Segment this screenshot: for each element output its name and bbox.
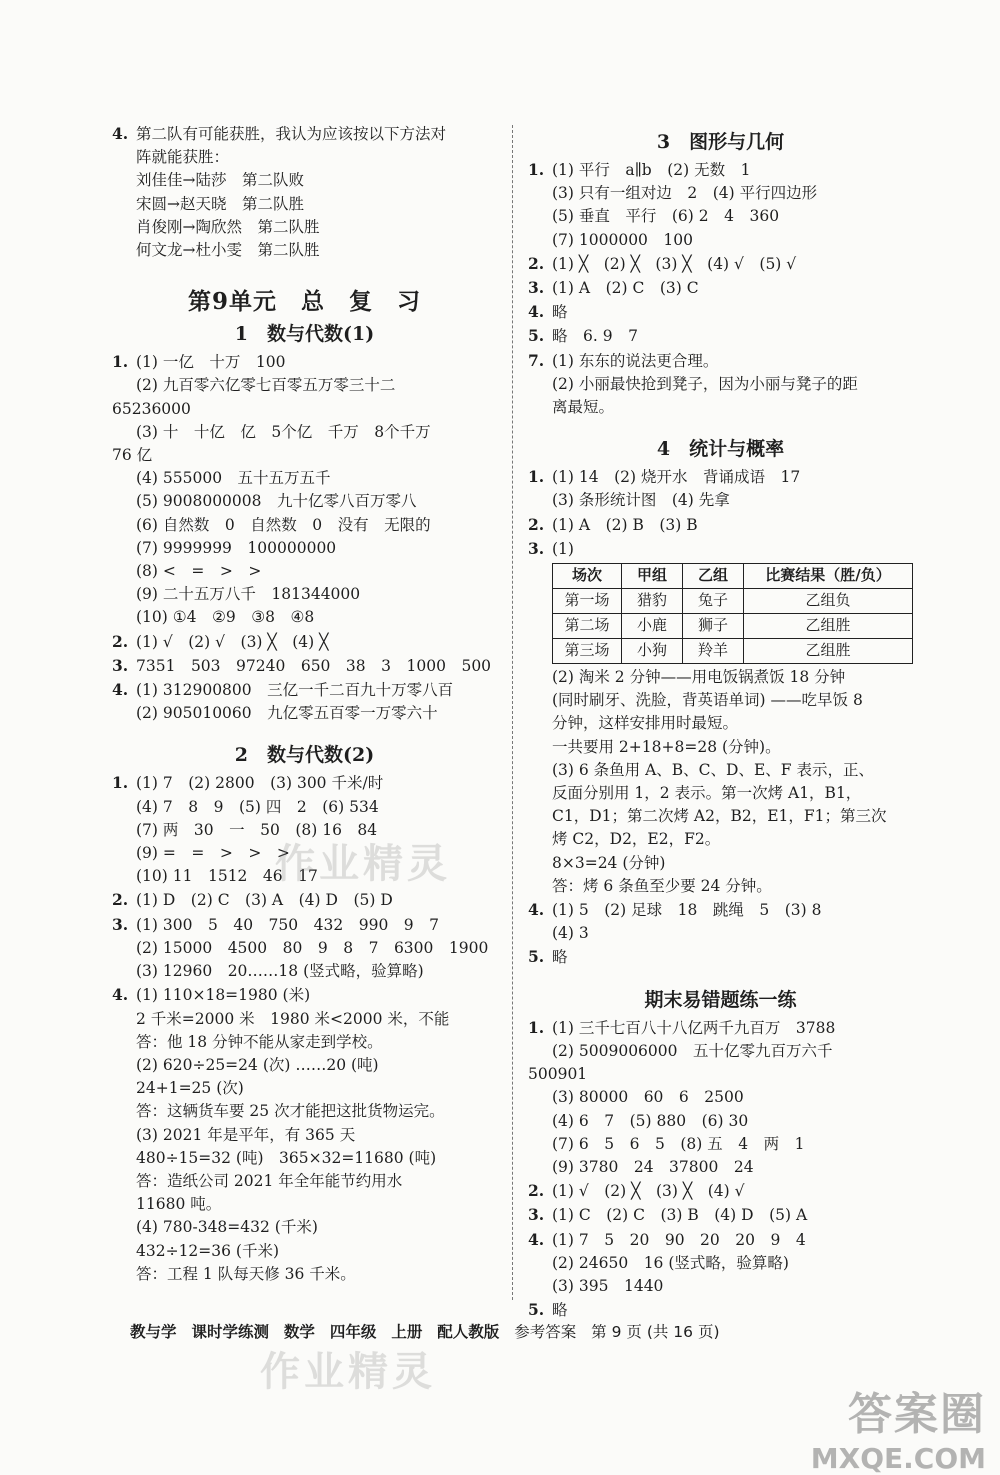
footer-grade: 四年级 — [329, 1323, 377, 1341]
question-number: 1. — [528, 1017, 545, 1037]
answer-line — [528, 373, 913, 396]
answer-line — [112, 444, 497, 467]
unit-title: 第9单元 总 复 习 — [187, 288, 421, 316]
question-number: 1. — [528, 160, 545, 179]
answer-line — [528, 1133, 913, 1156]
table-cell: 猎豹 — [622, 589, 683, 614]
watermark-bottom: 作业精灵 — [260, 1349, 436, 1395]
table-cell: 小狗 — [622, 639, 683, 664]
answer-text: (7) 6 5 6 5 (8) 五 4 两 1 — [552, 1134, 805, 1153]
answer-line — [112, 654, 497, 678]
answer-text: (7) 9999999 100000000 — [136, 538, 337, 557]
answer-line — [112, 702, 497, 725]
table-cell: 狮子 — [683, 614, 744, 639]
answer-line — [528, 666, 913, 689]
answer-text: 答：造纸公司 2021 年全年能节约用水 — [136, 1171, 403, 1190]
watermark-mid: 作业精灵 — [275, 841, 451, 887]
site-watermark-cn: 答案圈 — [848, 1389, 986, 1440]
answer-line — [528, 875, 913, 898]
answer-text: (4) 3 — [552, 924, 589, 943]
answer-line — [112, 606, 497, 629]
answer-text: (1) 312900800 三亿一千二百九十万零八百 — [136, 681, 454, 700]
answer-text: (3) 十 十亿 亿 5个亿 千万 8个千万 — [136, 422, 431, 441]
question-number: 5. — [528, 1300, 545, 1320]
question-number: 1. — [112, 352, 129, 372]
answer-line — [112, 169, 497, 192]
answer-line — [528, 1086, 913, 1109]
answer-text: (1) C (2) C (3) B (4) D (5) A — [552, 1206, 808, 1225]
answer-text: 76 亿 — [112, 446, 153, 465]
answer-text: (1) 7 5 20 90 20 20 9 4 — [552, 1230, 806, 1249]
question-number: 7. — [528, 350, 545, 370]
answer-text: (1) √ (2) √ (3) ╳ (4) ╳ — [136, 632, 329, 651]
footer-section: 参考答案 — [514, 1323, 577, 1341]
answer-line — [112, 960, 497, 983]
answer-line — [112, 1077, 497, 1100]
answer-text: 8×3=24 (分钟) — [552, 853, 666, 872]
question-number: 2. — [112, 890, 129, 910]
answer-text: (5) 垂直 平行 (6) 2 4 360 — [552, 207, 780, 226]
answer-text: 离最短。 — [552, 398, 615, 417]
answer-line — [528, 1179, 913, 1203]
answer-text: 略 — [552, 303, 568, 322]
answer-text: (1) ╳ (2) ╳ (3) ╳ (4) √ (5) √ — [552, 254, 797, 273]
answer-line — [112, 1124, 497, 1147]
page-number: 第 9 页 (共 16 页) — [591, 1323, 720, 1341]
answer-line — [112, 146, 497, 169]
table-cell: 第一场 — [553, 589, 622, 614]
section-title-2: 2 数与代数(2) — [234, 744, 375, 767]
answer-text: (3) 条形统计图 (4) 先拿 — [552, 491, 730, 510]
question-number: 1. — [112, 773, 129, 793]
section-4-answers-b — [528, 666, 913, 970]
answer-line — [112, 1031, 497, 1054]
answer-line — [112, 983, 497, 1007]
question-number: 3. — [528, 278, 545, 298]
answer-line — [528, 1203, 913, 1227]
answer-text: 反面分别用 1，2 表示。第一次烤 A1，B1， — [552, 784, 862, 803]
question-number: 2. — [528, 514, 545, 534]
answer-text: (4) 555000 五十五万五千 — [136, 469, 331, 488]
answer-text: (9) = = > > > — [136, 844, 290, 863]
answer-text: (2) 九百零六亿零七百零五万零三十二 — [136, 376, 396, 395]
answer-line — [528, 805, 913, 828]
answer-text: (2) 24650 16 (竖式略，验算略) — [552, 1253, 789, 1272]
answer-line — [112, 239, 497, 262]
answer-text: 一共要用 2+18+8=28 (分钟)。 — [552, 737, 781, 756]
left-column — [112, 122, 497, 1286]
match-result-table — [552, 563, 913, 664]
question-number: 4. — [528, 302, 545, 322]
answer-text: (3) 80000 60 6 2500 — [552, 1088, 744, 1107]
answer-line — [112, 1147, 497, 1170]
answer-line — [528, 276, 913, 300]
answer-line — [528, 513, 913, 537]
answer-text: 略 — [552, 948, 568, 967]
question-number: 4. — [112, 124, 129, 143]
table-header-row — [553, 564, 913, 589]
table-cell: 乙组胜 — [744, 614, 913, 639]
answer-line — [112, 1193, 497, 1216]
table-header-cell: 比赛结果（胜/负） — [744, 564, 913, 589]
answer-line — [112, 937, 497, 960]
right-column — [528, 122, 913, 1322]
section-5-answers — [528, 1016, 913, 1323]
answer-text: (1) √ (2) ╳ (3) ╳ (4) √ — [552, 1182, 745, 1201]
section-3-answers — [528, 158, 913, 419]
answer-line — [528, 922, 913, 945]
answer-line — [112, 630, 497, 654]
question-number: 2. — [528, 1181, 545, 1201]
answer-line — [528, 782, 913, 805]
table-cell: 乙组负 — [744, 589, 913, 614]
intro-answers — [112, 122, 497, 262]
answer-text: 2 千米=2000 米 1980 米<2000 米，不能 — [136, 1009, 450, 1028]
answer-text: (5) 9008000008 九十亿零八百万零八 — [136, 492, 417, 511]
answer-line — [112, 583, 497, 606]
table-row — [553, 614, 913, 639]
answer-line — [528, 1110, 913, 1133]
table-header-cell: 乙组 — [683, 564, 744, 589]
answer-text: (4) 6 7 (5) 880 (6) 30 — [552, 1111, 749, 1130]
answer-text: 7351 503 97240 650 38 3 1000 500 — [136, 656, 492, 675]
answer-text: 答：这辆货车要 25 次才能把这批货物运完。 — [136, 1102, 445, 1121]
question-number: 4. — [528, 1229, 545, 1249]
section-1-answers — [112, 350, 497, 725]
table-header-cell: 场次 — [553, 564, 622, 589]
answer-line — [112, 771, 497, 795]
answer-line — [112, 374, 497, 397]
question-number: 5. — [528, 947, 545, 967]
section-title-5: 期末易错题练一练 — [644, 988, 797, 1011]
answer-line — [112, 490, 497, 513]
answer-line — [528, 1298, 913, 1322]
answer-text: (1) 300 5 40 750 432 990 9 7 — [136, 915, 440, 934]
answer-line — [112, 350, 497, 374]
answer-text: 肖俊刚→陶欣然 第二队胜 — [136, 217, 320, 236]
answer-line — [528, 1252, 913, 1275]
answer-text: 432÷12=36 (千米) — [136, 1241, 280, 1260]
answer-line — [528, 252, 913, 276]
answer-line — [528, 205, 913, 228]
answer-line — [112, 421, 497, 444]
answer-line — [112, 514, 497, 537]
answer-text: (2) 905010060 九亿零五百零一万零六十 — [136, 704, 438, 723]
footer-edition: 配人教版 — [437, 1323, 500, 1341]
answer-text: 500901 — [528, 1065, 588, 1084]
question-number: 4. — [528, 900, 545, 920]
table-row — [553, 639, 913, 664]
site-watermark-url: MXQE.COM — [810, 1442, 986, 1475]
answer-line — [112, 122, 497, 146]
answer-line — [528, 396, 913, 419]
footer-book: 教与学 — [130, 1323, 177, 1341]
footer-subject: 数学 — [283, 1323, 315, 1341]
answer-text: (1) 东东的说法更合理。 — [552, 351, 719, 370]
answer-text: (2) 小丽最快抢到凳子，因为小丽与凳子的距 — [552, 374, 858, 393]
question-number: 2. — [528, 253, 545, 273]
column-divider — [512, 125, 513, 1300]
answer-line — [528, 182, 913, 205]
answer-text: (10) 11 1512 46 17 — [136, 867, 318, 886]
answer-line — [528, 158, 913, 182]
question-number: 1. — [528, 467, 545, 487]
answer-text: 480÷15=32 (吨) 365×32=11680 (吨) — [136, 1148, 437, 1167]
table-cell: 第二场 — [553, 614, 622, 639]
answer-line — [112, 216, 497, 239]
answer-line — [528, 1156, 913, 1179]
answer-text: (3) 6 条鱼用 A、B、C、D、E、F 表示，正、 — [552, 760, 874, 779]
table-cell: 羚羊 — [683, 639, 744, 664]
answer-line — [112, 193, 497, 216]
answer-text: (1) 5 (2) 足球 18 跳绳 5 (3) 8 — [552, 901, 822, 920]
answer-text: (4) 7 8 9 (5) 四 2 (6) 534 — [136, 797, 379, 816]
answer-text: 24+1=25 (次) — [136, 1079, 244, 1098]
answer-text: 答：工程 1 队每天修 36 千米。 — [136, 1264, 356, 1283]
answer-line — [112, 796, 497, 819]
section-title-1: 1 数与代数(1) — [234, 323, 375, 346]
question-number: 4. — [112, 985, 129, 1005]
question-number: 5. — [528, 326, 545, 346]
answer-line — [112, 1216, 497, 1239]
answer-line — [112, 560, 497, 583]
answer-line — [528, 945, 913, 969]
table-row — [553, 589, 913, 614]
answer-text: (2) 15000 4500 80 9 8 7 6300 1900 — [136, 938, 489, 957]
table-header-cell: 甲组 — [622, 564, 683, 589]
answer-text: (10) ①4 ②9 ③8 ④8 — [136, 608, 315, 627]
answer-text: (1) 14 (2) 烧开水 背诵成语 17 — [552, 468, 801, 487]
answer-line — [112, 1008, 497, 1031]
answer-line — [528, 736, 913, 759]
answer-text: (3) 只有一组对边 2 (4) 平行四边形 — [552, 184, 818, 203]
answer-text: (同时刷牙、洗脸，背英语单词) ——吃早饭 8 — [552, 691, 863, 710]
answer-text: 11680 吨。 — [136, 1195, 222, 1214]
answer-line — [112, 1170, 497, 1193]
answer-text: (3) 395 1440 — [552, 1276, 664, 1295]
answer-text: 刘佳佳→陆莎 第二队败 — [136, 171, 304, 190]
answer-text: (2) 5009006000 五十亿零九百万六千 — [552, 1041, 833, 1060]
answer-text: (1) A (2) C (3) C — [552, 279, 699, 298]
answer-text: 宋圆→赵天晓 第二队胜 — [136, 194, 304, 213]
answer-line — [112, 1054, 497, 1077]
answer-text: (1) — [552, 539, 574, 558]
answer-line — [528, 1063, 913, 1086]
section-4-answers-a — [528, 465, 913, 561]
answer-text: (7) 两 30 一 50 (8) 16 84 — [136, 820, 378, 839]
answer-text: (9) 二十五万八千 181344000 — [136, 585, 361, 604]
answer-text: 65236000 — [112, 399, 191, 418]
answer-line — [528, 1228, 913, 1252]
answer-text: 略 — [552, 1301, 568, 1320]
footer-volume: 上册 — [391, 1323, 423, 1341]
answer-text: (1) 7 (2) 2800 (3) 300 千米/时 — [136, 774, 384, 793]
answer-text: 阵就能获胜： — [136, 148, 230, 167]
table-cell: 兔子 — [683, 589, 744, 614]
table-cell: 第三场 — [553, 639, 622, 664]
answer-text: C1，D1；第二次烤 A2，B2，E1，F1；第三次 — [552, 807, 887, 826]
answer-line — [528, 229, 913, 252]
answer-line — [112, 678, 497, 702]
answer-text: (1) 一亿 十万 100 — [136, 353, 286, 372]
answer-text: 第二队有可能获胜，我认为应该按以下方法对 — [136, 125, 447, 143]
answer-line — [528, 689, 913, 712]
answer-text: 烤 C2，D2，E2，F2。 — [552, 830, 721, 849]
answer-text: 分钟，这样安排用时最短。 — [552, 714, 739, 733]
footer-series: 课时学练测 — [191, 1323, 269, 1341]
answer-line — [528, 300, 913, 324]
table-cell: 小鹿 — [622, 614, 683, 639]
question-number: 3. — [112, 914, 129, 934]
answer-text: (8) < = > > — [136, 562, 262, 581]
answer-line — [112, 888, 497, 912]
answer-line — [528, 489, 913, 512]
answer-line — [528, 852, 913, 875]
page-footer — [130, 1320, 890, 1342]
answer-line — [528, 898, 913, 922]
answer-text: (4) 780-348=432 (千米) — [136, 1218, 318, 1237]
answer-text: 略 6. 9 7 — [552, 327, 638, 346]
answer-line — [528, 465, 913, 489]
question-number: 3. — [528, 1205, 545, 1225]
answer-text: (2) 淘米 2 分钟——用电饭锅煮饭 18 分钟 — [552, 668, 846, 687]
answer-line — [528, 1275, 913, 1298]
answer-text: 答：烤 6 条鱼至少要 24 分钟。 — [552, 876, 772, 895]
answer-line — [528, 828, 913, 851]
answer-line — [528, 349, 913, 373]
question-number: 4. — [112, 680, 129, 700]
answer-text: (1) A (2) B (3) B — [552, 515, 698, 534]
answer-text: (3) 12960 20……18 (竖式略，验算略) — [136, 962, 424, 981]
question-number: 3. — [528, 538, 545, 558]
answer-text: (1) D (2) C (3) A (4) D (5) D — [136, 891, 393, 910]
answer-line — [112, 913, 497, 937]
answer-line — [528, 712, 913, 735]
answer-line — [112, 1263, 497, 1286]
answer-line — [112, 467, 497, 490]
answer-text: (3) 2021 年是平年，有 365 天 — [136, 1125, 356, 1144]
answer-line — [112, 1100, 497, 1123]
answer-line — [528, 1016, 913, 1040]
answer-text: (7) 1000000 100 — [552, 230, 693, 249]
table-cell: 乙组胜 — [744, 639, 913, 664]
question-number: 2. — [112, 631, 129, 651]
answer-text: (1) 110×18=1980 (米) — [136, 986, 311, 1005]
section-title-4: 4 统计与概率 — [656, 438, 785, 461]
answer-text: 何文龙→杜小雯 第二队胜 — [136, 241, 320, 260]
answer-line — [528, 759, 913, 782]
answer-text: 答：他 18 分钟不能从家走到学校。 — [136, 1032, 383, 1051]
answer-text: (9) 3780 24 37800 24 — [552, 1157, 754, 1176]
answer-text: (1) 三千七百八十八亿两千九百万 3788 — [552, 1018, 836, 1037]
answer-line — [528, 537, 913, 561]
answer-text: (1) 平行 a∥b (2) 无数 1 — [552, 161, 751, 179]
answer-text: (2) 620÷25=24 (次) ……20 (吨) — [136, 1055, 379, 1074]
answer-line — [112, 1240, 497, 1263]
question-number: 3. — [112, 655, 129, 675]
section-title-3: 3 图形与几何 — [656, 131, 785, 153]
answer-line — [528, 1040, 913, 1063]
answer-text: (6) 自然数 0 自然数 0 没有 无限的 — [136, 515, 431, 534]
answer-line — [112, 398, 497, 421]
answer-line — [112, 537, 497, 560]
answer-line — [528, 324, 913, 348]
site-watermark — [811, 1378, 986, 1475]
